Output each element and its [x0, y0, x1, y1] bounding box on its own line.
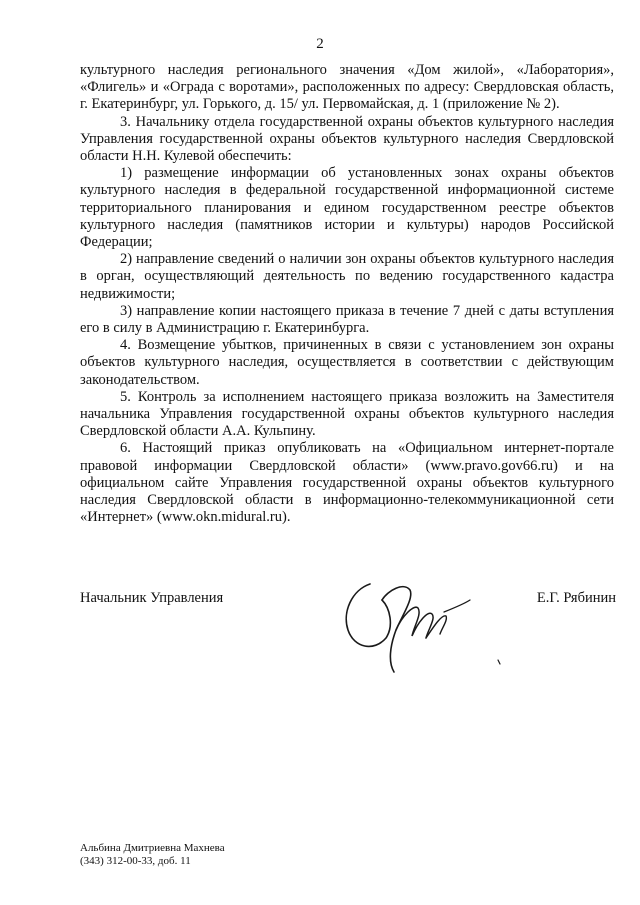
paragraph-continuation: культурного наследия регионального значения «Дом жилой», «Лаборатория», «Флигель» и «Ограда с воротами», расположенных по адресу: Свердловская область, г. Екатеринбург, ул. Горького, д. 15/ ул. Первомайская, д. 1 (приложение № 2). — [80, 62, 614, 113]
contact-name: Альбина Дмитриевна Махнева — [80, 842, 225, 854]
paragraph-item-6: 6. Настоящий приказ опубликовать на «Официальном интернет-портале правовой информации Свердловской области» (www.pravo.gov66.ru) и на официальном сайте Управления государственной охраны объектов культурного наследия Свердловской области в информационно-телекоммуникационной сети «Интернет» (www.okn.midural.ru). — [80, 440, 614, 526]
page-number: 2 — [316, 36, 324, 52]
paragraph-subitem-1: 1) размещение информации об установленных зонах охраны объектов культурного наследия в федеральной государственной информационной системе территориального планирования и едином государственном реестре объектов культурного наследия (памятников истории и культуры) народов Российской Федерации; — [80, 165, 614, 251]
signatory-name: Е.Г. Рябинин — [536, 590, 616, 606]
signatory-title: Начальник Управления — [80, 590, 224, 606]
paragraph-subitem-3: 3) направление копии настоящего приказа в течение 7 дней с даты вступления его в силу в Администрацию г. Екатеринбурга. — [80, 302, 614, 337]
paragraph-item-3: 3. Начальнику отдела государственной охраны объектов культурного наследия Управления государственной охраны объектов культурного наследия Свердловской области Н.Н. Кулевой обеспечить: — [80, 113, 614, 165]
document-footer — [80, 842, 225, 868]
paragraph-subitem-2: 2) направление сведений о наличии зон охраны объектов культурного наследия в орган, осуществляющий деятельность по ведению государственного кадастра недвижимости; — [80, 251, 614, 302]
document-body — [80, 62, 614, 526]
contact-phone: (343) 312-00-33, доб. 11 — [80, 855, 191, 867]
handwritten-signature — [330, 560, 520, 690]
paragraph-item-5: 5. Контроль за исполнением настоящего приказа возложить на Заместителя начальника Управления государственной охраны объектов культурного наследия Свердловской области А.А. Кульпину. — [80, 388, 614, 440]
paragraph-item-4: 4. Возмещение убытков, причиненных в связи с установлением зон охраны объектов культурного наследия, осуществляется в соответствии с действующим законодательством. — [80, 337, 614, 388]
